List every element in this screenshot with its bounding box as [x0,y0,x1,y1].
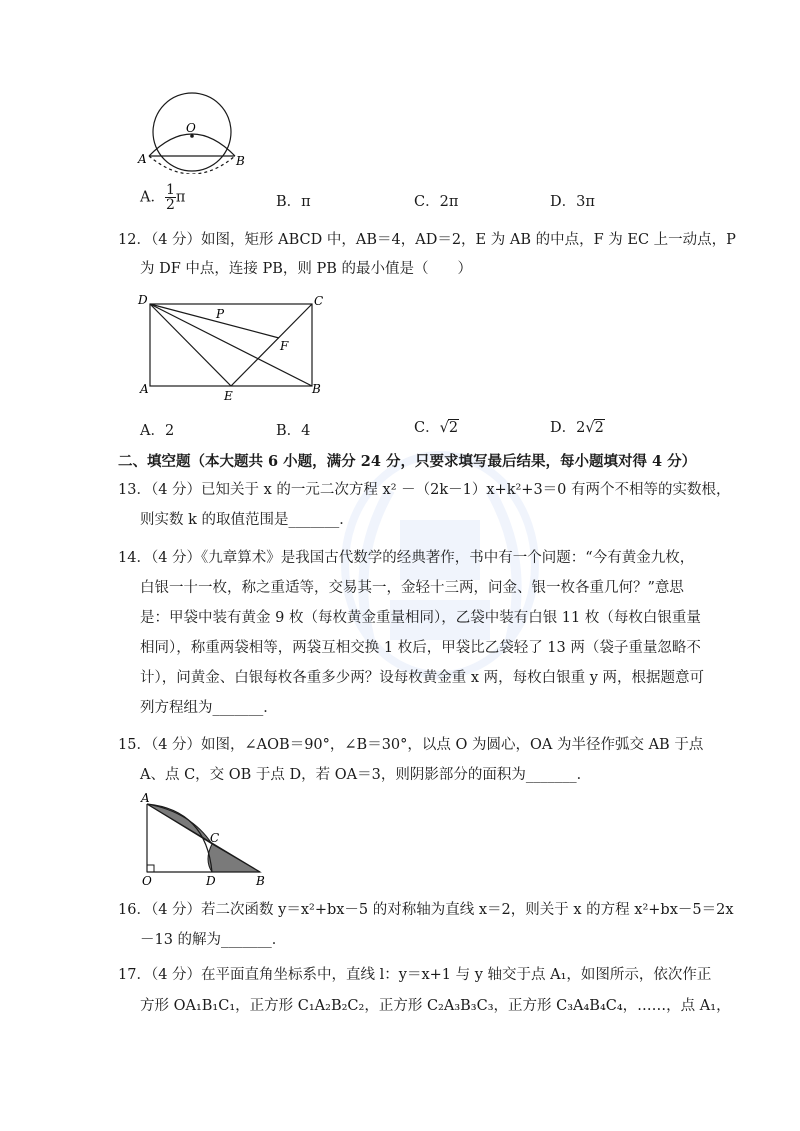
q12-label-f: F [280,339,289,353]
q14-line-6: 列方程组为_______． [140,700,278,716]
q12-line-2: 为 DF 中点，连接 PB，则 PB 的最小值是（ ） [140,261,473,277]
q15-sector-diagram [136,792,276,888]
q12-rectangle-diagram [136,290,336,402]
q14-line-1: 14．（4 分）《九章算术》是我国古代数学的经典著作，书中有一个问题：“今有黄金九枚， [118,550,695,566]
q11-label-a: A [138,152,147,166]
q13-line-2: 则实数 k 的取值范围是_______． [140,512,354,528]
q14-line-4: 相同），称重两袋相等，两袋互相交换 1 枚后，甲袋比乙袋轻了 13 两（袋子重量忽略不 [140,640,701,656]
q11-option-d: D．3π [550,194,595,210]
q12-line-1: 12．（4 分）如图，矩形 ABCD 中，AB＝4，AD＝2，E 为 AB 的中点，F 为 EC 上一动点，P [118,232,736,248]
q12-option-d: D．2√2 [550,420,604,436]
q17-line-1: 17．（4 分）在平面直角坐标系中，直线 l：y＝x+1 与 y 轴交于点 A₁，如图所示，依次作正 [118,967,712,983]
section-2-heading: 二、填空题（本大题共 6 小题，满分 24 分，只要求填写最后结果，每小题填对得 4 分） [118,453,697,470]
q12-label-a: A [140,382,149,396]
q15-line-2: A、点 C，交 OB 于点 D，若 OA＝3，则阴影部分的面积为_______． [140,767,592,783]
q15-label-c: C [210,831,220,845]
q12-label-p: P [216,307,225,321]
q11-label-o: O [186,121,196,135]
q11-circle-diagram [132,92,250,174]
q14-line-2: 白银一十一枚，称之重适等，交易其一，金轻十三两，问金、银一枚各重几何？”意思 [140,580,684,596]
q14-line-5: 计），问黄金、白银每枚各重多少两？设每枚黄金重 x 两，每枚白银重 y 两，根据题意可 [140,670,705,686]
q14-line-3: 是：甲袋中装有黄金 9 枚（每枚黄金重量相同），乙袋中装有白银 11 枚（每枚白银重量 [140,610,701,626]
q11-option-a: A． $\frac{1}{2}$ π [140,182,186,213]
q16-line-1: 16．（4 分）若二次函数 y＝x²+bx－5 的对称轴为直线 x＝2，则关于 x 的方程 x²+bx－5＝2x [118,902,734,918]
q15-label-o: O [142,874,152,888]
q12-option-a: A．2 [140,423,175,439]
q15-label-a: A [141,792,150,805]
q12-label-b: B [312,382,321,396]
q17-line-2: 方形 OA₁B₁C₁，正方形 C₁A₂B₂C₂，正方形 C₂A₃B₃C₃，正方形 C₃A₄B₄C₄，……，点 A₁， [140,998,731,1014]
q12-label-d: D [138,293,148,307]
q15-label-d: D [206,874,216,888]
q12-option-b: B．4 [276,423,311,439]
q12-label-e: E [224,389,233,402]
q12-option-c: C．√2 [414,420,459,436]
q15-line-1: 15．（4 分）如图，∠AOB＝90°，∠B＝30°，以点 O 为圆心，OA 为半径作弧交 AB 于点 [118,737,704,753]
q12-label-c: C [314,294,324,308]
q16-line-2: －13 的解为_______． [140,932,287,948]
q11-option-c: C．2π [414,194,459,210]
q11-label-b: B [236,154,245,168]
q13-line-1: 13．（4 分）已知关于 x 的一元二次方程 x² －（2k－1）x+k²+3＝0 有两个不相等的实数根， [118,482,731,498]
q15-label-b: B [256,874,265,888]
q11-option-b: B．π [276,194,311,210]
